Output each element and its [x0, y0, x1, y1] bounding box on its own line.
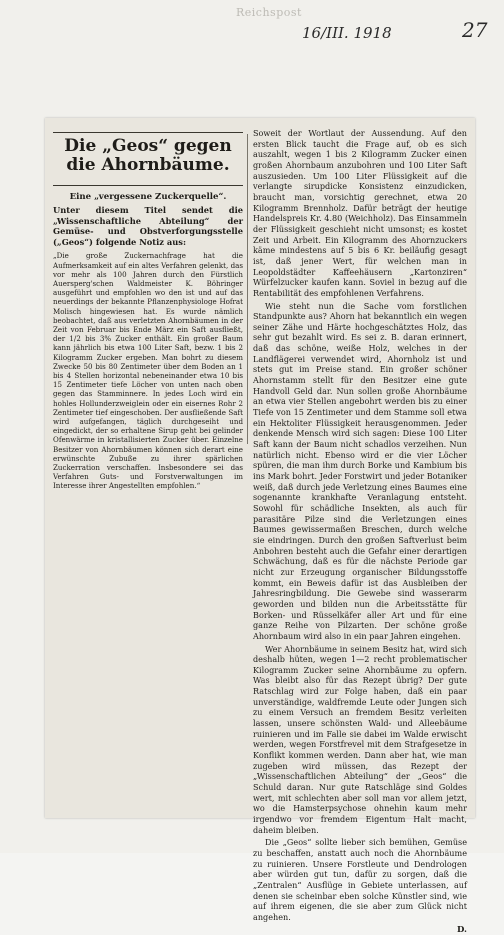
handwritten-page-number: 27 — [462, 18, 488, 42]
newspaper-clipping — [45, 118, 475, 935]
left-column — [53, 132, 243, 491]
article-quote: „Die große Zuckernachfrage hat die Aufmerksamkeit auf ein altes Verfahren gelenkt, das vor mehr als 100 Jahren durch den Fürstlich Auersperg'schen Waldmeister K. Böhringer ausgeführt und empfohlen wo den ist und auf das neuerdings der bekannte Pflanzenphysiologe Hofrat Molisch hingewiesen hat. Es wurde nämlich beobachtet, daß aus verletzten Ahornbäumen in der Zeit von Februar bis Ende März ein Saft ausfließt, der 1/2 bis 3% Zucker enthält. Ein großer Baum kann jährlich bis etwa 100 Liter Saft, bezw. 1 bis 2 Kilogramm Zucker ergeben. Man bohrt zu diesem Zwecke 50 bis 80 Zentimeter über dem Boden an 1 bis 4 Stellen horizontal nebeneinander etwa 10 bis 15 Zentimeter tiefe Löcher von unten nach oben gegen das Stamminnere. In jedes Loch wird ein hohles Hollunderzweiglein oder ein eisernes Rohr 2 Zentimeter tief eingeschoben. Der ausfließende Saft wird aufgefangen, täglich durchgeseiht und eingedickt, der so erhaltene Sirup geht bei gelinder Ofenwärme in kristallisierten Zucker über. Einzelne Besitzer von Ahornbäumen können sich derart eine erwünschte Zubuße zu ihrer spärlichen Zuckerration verschaffen. Insbesondere sei das Verfahren Guts- und Forstverwaltungen im Interesse ihrer Angestellten empfohlen.“ — [53, 251, 243, 491]
article-lead: Unter diesem Titel sendet die „Wissenschaftliche Abteilung“ der Gemüse- und Obstverforgungsstelle („Geos“) folgende Notiz aus: — [53, 205, 243, 247]
handwritten-date: 16/III. 1918 — [302, 24, 392, 42]
paragraph-1: Soweit der Wortlaut der Aussendung. Auf den ersten Blick taucht die Frage auf, ob es sich auszahlt, wegen 1 bis 2 Kilogramm Zucker einen großen Ahornbaum anzubohren und 100 Liter Saft auszusieden. Um 100 Liter Flüssigkeit auf die verlangte sirupdicke Konsistenz einzudicken, braucht man, vorsichtig gerechnet, etwa 20 Kilogramm Brennholz. Dafür beträgt der heutige Handelspreis Kr. 4.80 (Weichholz). Das Einsammeln der Flüssigkeit geschieht nicht umsonst; es kostet Zeit und Arbeit. Ein Kilogramm des Ahornzuckers käme mindestens auf 5 bis 6 Kr. beiläufig gesagt ist, daß jener Wert, für welchen man in Leopoldstädter Kaffeehäusern „Kartonziren“ Würfelzucker kaufen kann. Soviel in bezug auf die Rentabilität des empfohlenen Verfahrens. — [253, 128, 467, 298]
right-column — [253, 128, 467, 935]
paragraph-3: Wer Ahornbäume in seinem Besitz hat, wird sich deshalb hüten, wegen 1—2 recht problematischer Kilogramm Zucker seine Ahornbäume zu opfern. Was bleibt also für das Rezept übrig? Der gute Ratschlag wird zur Folge haben, daß ein paar unverständige, waldfremde Leute oder Jungen sich zu einem Versuch an fremdem Besitz verleiten lassen, unsere schönsten Wald- und Alleebäume ruinieren und im Falle sie dabei im Walde erwischt werden, wegen Forstfrevel mit dem Strafgesetze in Konflikt kommen werden. Dann aber hat, wie man zugeben wird müssen, das Rezept der „Wissenschaftlichen Abteilung“ der „Geos“ die Schuld daran. Nur gute Ratschläge sind Goldes wert, mit schlechten aber soll man vor allem jetzt, wo die Hamsterpsychose ohnehin kaum mehr irgendwo vor fremdem Eigentum Halt macht, daheim bleiben. — [253, 643, 467, 835]
paragraph-4: Die „Geos“ sollte lieber sich bemühen, Gemüse zu beschaffen, anstatt auch noch die Ahornbäume zu ruinieren. Unsere Forstleute und Dendrologen aber würden gut tun, dafür zu sorgen, daß die „Zentralen“ Ausflüge in Gebiete unterlassen, auf denen sie scheinbar eben solche Künstler sind, wie auf ihrem eigenen, die sie aber zum Glück nicht angehen. — [253, 837, 467, 922]
newspaper-stamp: Reichspost — [236, 6, 302, 19]
paragraph-2: Wie steht nun die Sache vom forstlichen Standpunkte aus? Ahorn hat bekanntlich ein wegen seiner Zähe und Härte hochgeschätztes Holz, das sehr gut bezahlt wird. Es sei z. B. daran erinnert, daß das schöne, weiße Holz, welches in der Landflägerei verwendet wird, Ahornholz ist und stets gut im Preise stand. Ein großer schöner Ahornstamm stellt für den Besitzer eine gute Handvoll Geld dar. Nun sollen große Ahornbäume an etwa vier Stellen angebohrt werden bis zu einer Tiefe von 15 Zentimeter und dem Stamme soll etwa ein Hektoliter Flüssigkeit herausgenommen. Jeder denkende Mensch wird sich sagen: Diese 100 Liter Saft kann der Baum nicht schadlos verzeihen. Nun natürlich nicht. Ebenso wird er die vier Löcher spüren, die man ihm durch Borke und Kambium bis ins Mark bohrt. Jeder Forstwirt und jeder Botaniker weiß, daß durch jede Verletzung eines Baumes eine sogenannte krankhafte Veranlagung entsteht. Sowohl für schädliche Insekten, als auch für parasitäre Pilze sind die Verletzungen eines Baumes gewissermaßen Breschen, durch welche sie eindringen. Durch den großen Saftverlust beim Anbohren besteht auch die Gefahr einer derartigen Schwächung, daß es für die nächste Periode gar nicht zur Erzeugung organischer Bildungsstoffe kommt, ein Beweis dafür ist das Ausbleiben der Jahresringbildung. Die Gewebe sind wasserarm geworden und bilden nun die Arbeitsstätte für Borken- und Rüsselkäfer aller Art und für eine ganze Reihe von Pilzarten. Der schöne große Ahornbaum wird also in ein paar Jahren eingehen. — [253, 300, 467, 641]
article-title: Die „Geos“ gegen die Ahornbäume. — [64, 136, 232, 175]
article-subhead: Eine „vergessene Zuckerquelle“. — [69, 192, 227, 202]
title-frame — [53, 132, 243, 186]
author-signature: D. — [456, 924, 467, 935]
column-divider — [247, 134, 248, 444]
